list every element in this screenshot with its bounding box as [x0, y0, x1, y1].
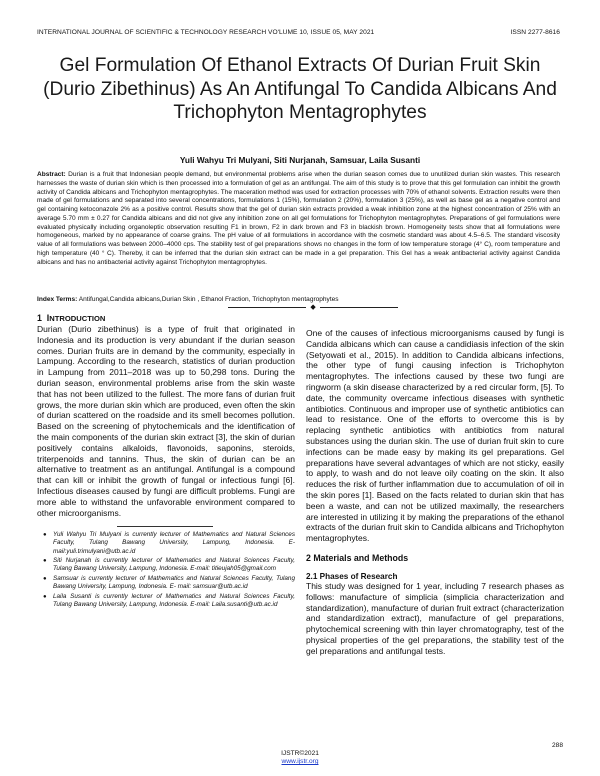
- bullet-icon: ●: [43, 593, 47, 600]
- journal-name: INTERNATIONAL JOURNAL OF SCIENTIFIC & TECHNOLOGY RESEARCH VOʹLUME 10, ISSUE 05, MAY 2021: [37, 29, 375, 36]
- bullet-icon: ●: [43, 575, 47, 582]
- intro-number: 1: [37, 313, 42, 323]
- page-footer: [0, 750, 600, 766]
- footnote-item: [43, 592, 295, 609]
- abstract-label: Abstract:: [37, 171, 66, 178]
- intro-first-letter: I: [46, 313, 50, 323]
- footnote-item: [43, 557, 295, 573]
- section2-heading: 2 Materials and Methods: [306, 552, 409, 563]
- footnote-text: Samsuar is currently lecturer of Mathematics and Natural Sciences Faculty, Tulang Bawang University, Lampung, Indonesia. E- mail: samsuar@utb.ac.id: [53, 574, 295, 590]
- author-list: Yuli Wahyu Tri Mulyani, Siti Nurjanah, Samsuar, Laila Susanti: [179, 155, 421, 165]
- footnote-text: Siti Nurjanah is currently lecturer of Mathematics and Natural Sciences Faculty, Tulang Bawang University, Lampung, Indonesia. E-mail: titieujah05@gmail.com: [53, 557, 295, 573]
- section21-paragraph: This study was designed for 1 year, including 7 research phases as follows: manufacture of simplicia (simplicia characterization and standardization), manufacture of durian fruit extract (characterization and standardization extract), manufacture of gel preparations, phytochemical screening with thin layer chromatography, test of the physical properties of the gel preparations, the stability test of the gel preparations and antifungal tests.: [306, 580, 564, 656]
- paper-title: Gel Formulation Of Ethanol Extracts Of Durian Fruit Skin (Durio Zibethinus) As An Antifungal To Candida Albicans And Trichophyton Mentagrophytes: [43, 55, 557, 123]
- footnote-item: [43, 531, 295, 555]
- copyright: IJSTR©2021: [281, 750, 319, 757]
- intro-heading: [37, 313, 295, 323]
- intro-rest: NTRODUCTION: [49, 314, 106, 323]
- journal-url-link[interactable]: www.ijstr.org: [281, 758, 319, 765]
- divider-line-left: [228, 307, 306, 308]
- index-terms-label: Index Terms:: [37, 296, 78, 303]
- footnote-text: Laila Susanti is currently lecturer of Mathematics and Natural Sciences Faculty, Tulang Bawang University, Lampung, Indonesia. E-mail: Laila.susanti@utb.ac.id: [53, 592, 295, 608]
- author-footnotes: [37, 531, 295, 608]
- intro-continuation: One of the causes of infectious microorganisms caused by fungi is Candida albicans which can cause a candidiasis infection of the skin (Setyowati et al., 2015). In addition to Candida albicans infections, the other type of fungi causing infection is Trichophyton mentagrophytes. The infections caused by these two fungi are ringworm (a skin disease characterized by a red circular form, [5]. To date, the community overcame infectious diseases with synthetic antibiotics. Continuous and improper use of synthetic antibiotics can lead to resistance. One of the efforts to overcome this is by replacing synthetic antibiotics with antibiotics from natural substances using the durian skin. The use of durian fruit skin to cure infections can be made easy by making its gel preparations. Gel preparations have several advantages of which are not sticky, easily to apply, to wash and do not leave oily coating on the skin. It also reduces the risk of further inflammation due to accumulation of oil in the skin pores [1]. Based on the facts related to durian skin that has been a waste, and can not be utilized maximally, the researchers are interested in utilizing it by making the preparations of the ethanol extracts of the durian fruit skin to Candida albicans and Trichophyton mentagrophytes.: [306, 328, 564, 544]
- footnote-item: [43, 574, 295, 591]
- right-column: [306, 328, 564, 657]
- footnote-text: Yuli Wahyu Tri Mulyani is currently lecturer of Mathematics and Natural Sciences Faculty, Tulang Bawang University, Lampung, Indonesia. E-mail:yuli.trimulyani@utb.ac.id: [53, 531, 295, 555]
- issn: ISSN 2277-8616: [510, 29, 560, 36]
- section-divider: [228, 302, 398, 312]
- left-column: [37, 313, 295, 610]
- journal-header: [37, 29, 560, 36]
- page-number: 288: [552, 742, 564, 749]
- abstract: [37, 171, 560, 267]
- bullet-icon: ●: [43, 558, 47, 565]
- intro-paragraph: Durian (Durio zibethinus) is a type of fruit that originated in Indonesia and its production is very abundant if the durian season comes. Durian fruits are in demand by the community, especially in Lampung. According to the research, statistics of durian production in Lampung from 2011–2018 was up to 50,298 tons. During the durian season, environmental problems arise from the skin waste that has not been utilized to the fullest. The more fans of durian fruit grows, the more durian skin which are produced, even often the skin of durian scattered on the roadside and its smell becomes pollution. Based on the screening of phytochemicals and the identification of the main components of the durian skin extract [3], the skin of durian positively contains alkaloids, flavonoids, saponins, steroids, triterpenoids and tannins. Thus, the skin of durian can be an alternative to treatment as an antifungal. Antifungal is a compound that can kill or inhibit the growth of fungal or infectious fungi [6]. Infectious diseases caused by fungi are difficult problems. Fungi are more able to withstand the unfavorable environment compared to other microorganisms.: [37, 324, 295, 518]
- divider-line-right: [320, 307, 398, 308]
- footnote-rule: [117, 526, 213, 527]
- bullet-icon: ●: [43, 532, 47, 539]
- section21-heading: 2.1 Phases of Research: [306, 571, 398, 581]
- abstract-text: Durian is a fruit that Indonesian people demand, but environmental problems arise when the durian season comes due to unutilized durian skin wastes. This research harnesses the waste of durian skin which is then processed into a formulation of gel as an antifungal. The aim of this study is to prove that this gel formulation can inhibit the growth activity of Candida albicans and Trichophyton mentagrophytes. The maceration method was used for extraction processes with 70% of ethanol solvents. Extraction results were then made of gel formulations and separated into several concentrations, formulations 1 (15%), formulation 2 (20%), formulation 3 (25%), as well as base gel as a negative control and gel containing ketoconazole 2% as a positive control. Results show that the gel of durian skin extracts provided a weak inhibition zone at the highest concentration of 25% with an average 5.70 mm ± 0.27 for Candida albicans and did not give any inhibition zone on all gel formulations for Trichophyton mentagrophytes. Preparations of gel formulations were evaluated physically including organoleptic observation resulting F1 in brown, F2 in dark brown and F3 in blackish brown. Homogeneity tests show that all formulations were homogeneous, marked by no appearance of coarse grains. The pH value of all formulations in accordance with the cosmetic standard was about 4.5–6.5. The standard viscosity value of all formulations was between 2000–4000 cps. The stability test of gel preparations shows no changes in the form of low temperature storage (4° C), room temperature and high temperature (40 ° C). Thereby, it can be inferred that the durian skin extract can be made in a gel preparation. This Gel has a weak antibacterial activity against Candida albicans and has no antibacterial activity against Trichophyton mentagrophytes.: [37, 171, 560, 266]
- diamond-icon: ◆: [310, 303, 316, 311]
- index-terms-text: Antifungal,Candida albicans,Durian Skin , Ethanol Fraction, Trichophyton mentagrophytes: [77, 296, 339, 303]
